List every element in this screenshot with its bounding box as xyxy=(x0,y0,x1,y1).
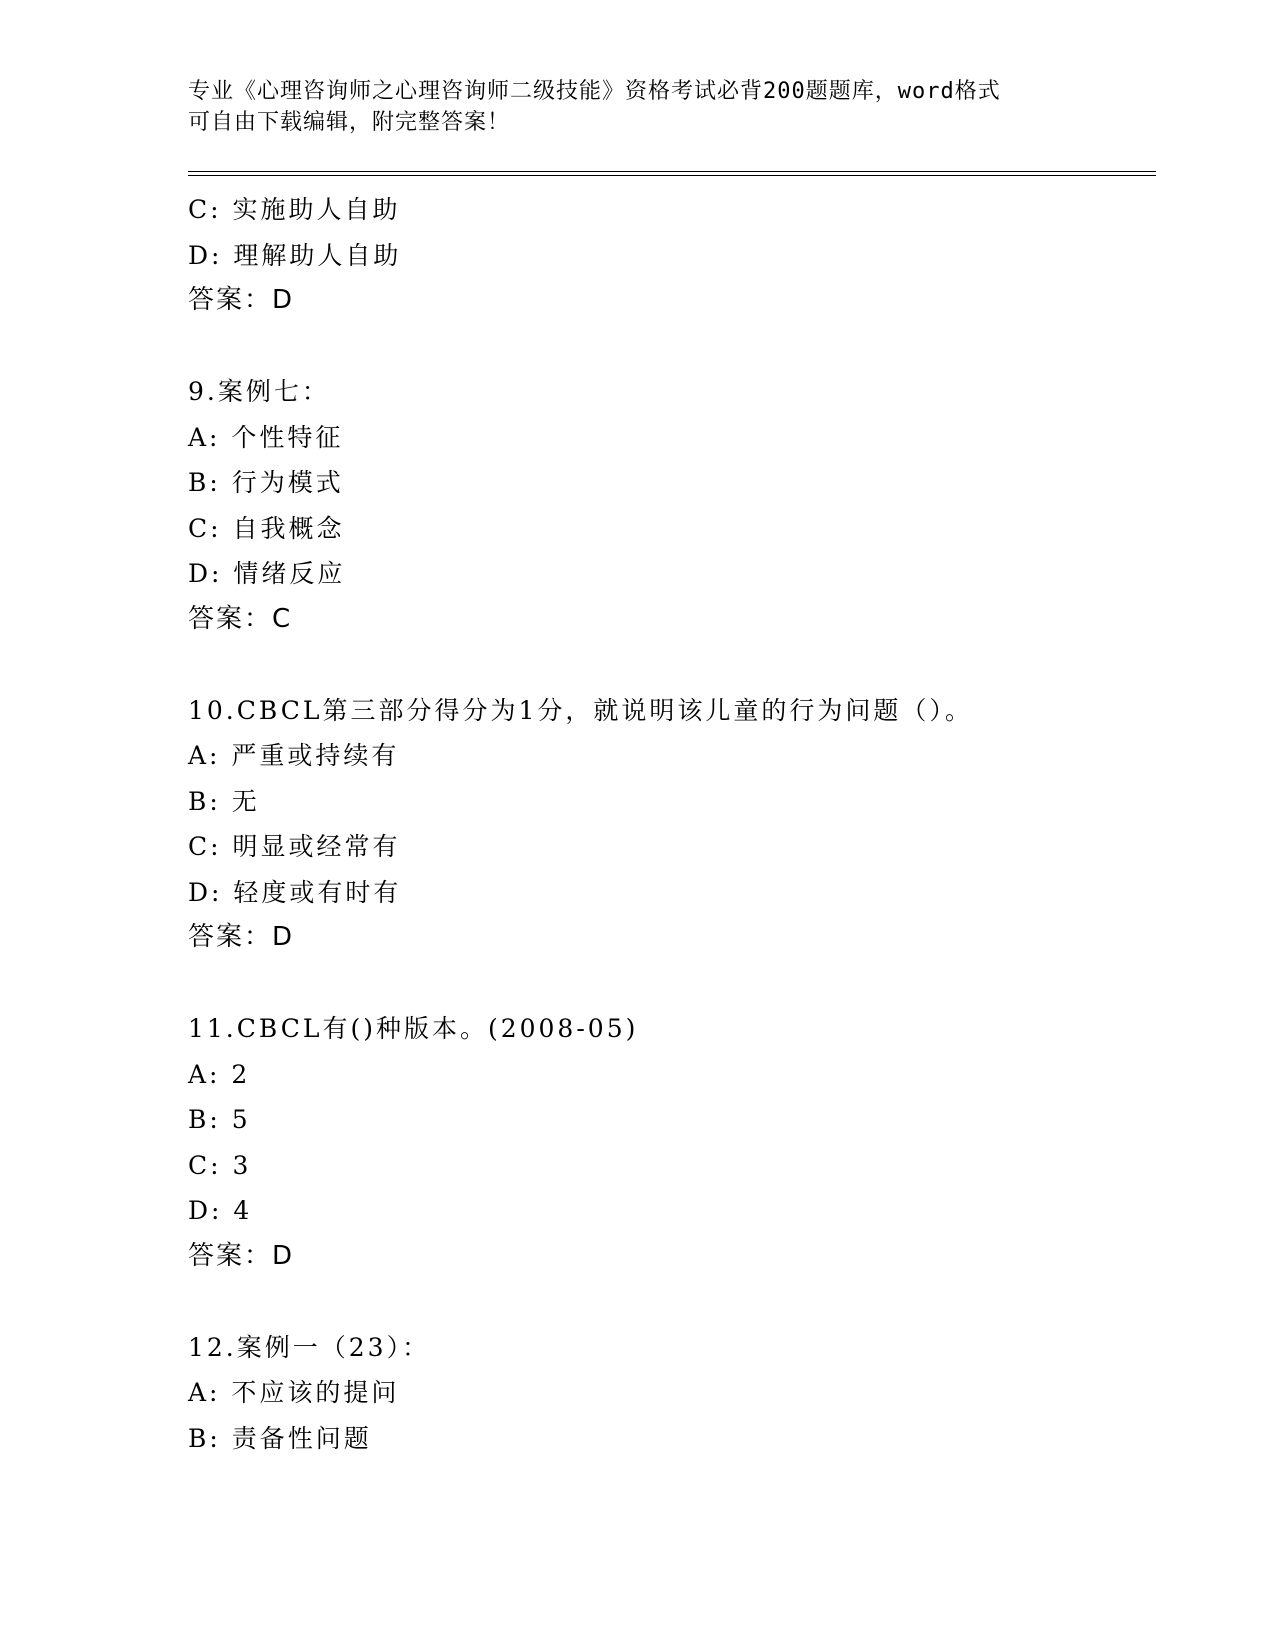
answer-text: 答案：D xyxy=(188,1240,295,1271)
option-c: C: 自我概念 xyxy=(188,513,345,543)
question-text: 11.CBCL有()种版本。(2008-05) xyxy=(188,1014,639,1043)
spacer xyxy=(188,1279,1156,1325)
answer-text: 答案：C xyxy=(188,603,293,634)
option-c: C: 3 xyxy=(188,1150,252,1180)
option-d: D: 理解助人自助 xyxy=(188,240,402,270)
option-b: B: 责备性问题 xyxy=(188,1423,372,1453)
option-a: A: 2 xyxy=(188,1059,251,1089)
question-block-10 xyxy=(188,688,1156,961)
header-rule-bottom xyxy=(188,175,1156,176)
option-c: C: 明显或经常有 xyxy=(188,832,401,861)
option-a: A: 个性特征 xyxy=(188,422,344,452)
option-b: B: 无 xyxy=(188,786,260,816)
header-line-1: 专业《心理咨询师之心理咨询师二级技能》资格考试必背200题题库，word格式 xyxy=(188,79,1001,104)
option-d: D: 4 xyxy=(188,1196,253,1225)
header-rule-top xyxy=(188,171,1156,172)
document-header xyxy=(188,76,1088,138)
question-text: 12.案例一（23）： xyxy=(188,1332,431,1362)
option-b: B: 5 xyxy=(188,1105,251,1134)
question-block-12 xyxy=(188,1325,1156,1462)
question-block-11 xyxy=(188,1006,1156,1279)
spacer xyxy=(188,324,1156,370)
option-c: C: 实施助人自助 xyxy=(188,195,401,224)
spacer xyxy=(188,642,1156,688)
question-list xyxy=(188,187,1156,1461)
header-line-2: 可自由下载编辑，附完整答案！ xyxy=(188,110,511,135)
question-block-9 xyxy=(188,369,1156,642)
option-d: D: 情绪反应 xyxy=(188,559,346,588)
question-text: 10.CBCL第三部分得分为1分，就说明该儿童的行为问题（）。 xyxy=(188,695,973,725)
option-d: D: 轻度或有时有 xyxy=(188,877,402,907)
question-block-prev xyxy=(188,187,1156,324)
answer-text: 答案：D xyxy=(188,922,295,952)
spacer xyxy=(188,961,1156,1007)
question-text: 9.案例七： xyxy=(188,377,330,406)
option-b: B: 行为模式 xyxy=(188,468,344,497)
option-a: A: 严重或持续有 xyxy=(188,741,400,770)
answer-text: 答案：D xyxy=(188,285,295,315)
option-a: A: 不应该的提问 xyxy=(188,1378,400,1407)
